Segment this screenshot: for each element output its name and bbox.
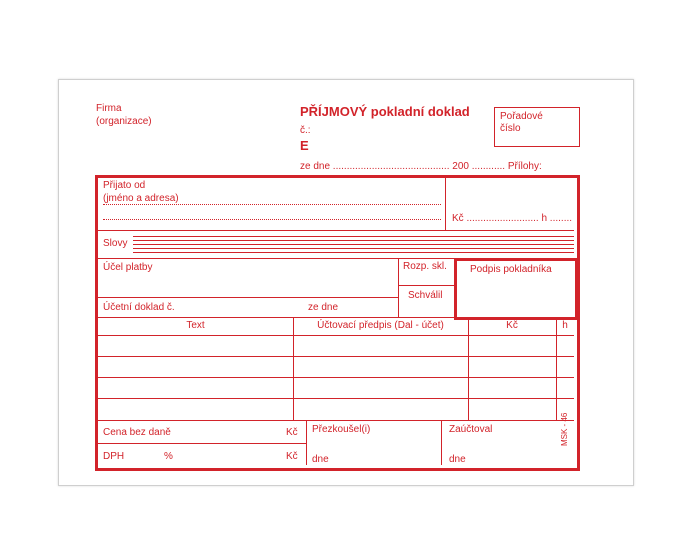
payer-dotted-line-2 [103,219,441,220]
document-title: PŘÍJMOVÝ pokladní doklad [300,104,470,119]
firma-label: Firma [96,103,122,114]
organizace-label: (organizace) [96,116,152,127]
slovy-label: Slovy [103,238,128,249]
kc-label-1: Kč [286,427,298,438]
table-col-divider-3 [556,317,557,420]
percent-label: % [164,451,173,462]
ze-dne-label: ze dne [308,302,339,313]
rozp-schvalil-rule [398,285,455,286]
rule-before-table [98,317,574,318]
podpis-label: Podpis pokladníka [470,264,552,275]
slovy-rule-2 [133,240,574,241]
cislo-label: č.: [300,125,311,136]
footer-divider-2 [441,420,442,465]
rule-after-payer [98,230,574,231]
slovy-rule-5 [133,252,574,253]
rozp-divider [398,258,399,317]
col-header-text: Text [186,320,205,331]
table-row-line [98,398,574,399]
table-col-divider-2 [468,317,469,420]
zauctoval-label: Zaúčtoval [449,424,493,435]
rozp-label: Rozp. skl. [403,261,447,272]
col-header-kc: Kč [506,320,518,331]
jmeno-adresa-label: (jméno a adresa) [103,193,179,204]
dph-label: DPH [103,451,125,462]
poradove-label: Pořadové [500,111,543,122]
col-header-uctovaci: Účtovací předpis (Dal - účet) [317,320,444,331]
form-code: MSK - 46 [560,412,569,446]
footer-mid-rule [98,443,306,444]
payer-divider [445,178,446,230]
payer-dotted-line [103,204,441,205]
ucetni-doklad-label: Účetní doklad č. [103,302,175,313]
ucel-label: Účel platby [103,262,153,273]
series-letter: E [300,138,309,153]
kc-amount-line: Kč .......................... h ........ [452,213,573,224]
table-bottom-line [98,420,574,421]
prezkousel-label: Přezkoušel(i) [312,424,371,435]
table-row-line [98,377,574,378]
table-col-divider-1 [293,317,294,420]
kc-label-2: Kč [286,451,298,462]
dne-label-2: dne [449,454,466,465]
prijato-label: Přijato od [103,180,146,191]
schvalil-label: Schválil [408,290,443,301]
cena-bez-dane-label: Cena bez daně [103,427,171,438]
table-row-line [98,335,574,336]
slovy-rule-4 [133,248,574,249]
slovy-rule-3 [133,244,574,245]
slovy-rule-1 [133,236,574,237]
table-row-line [98,356,574,357]
cislo-word-label: číslo [500,123,521,134]
dne-label-1: dne [312,454,329,465]
footer-divider-1 [306,420,307,465]
col-header-h: h [562,320,568,331]
date-line: ze dne .......................................... 200 ............ Přílohy: [300,161,542,172]
ucel-rule [98,297,398,298]
